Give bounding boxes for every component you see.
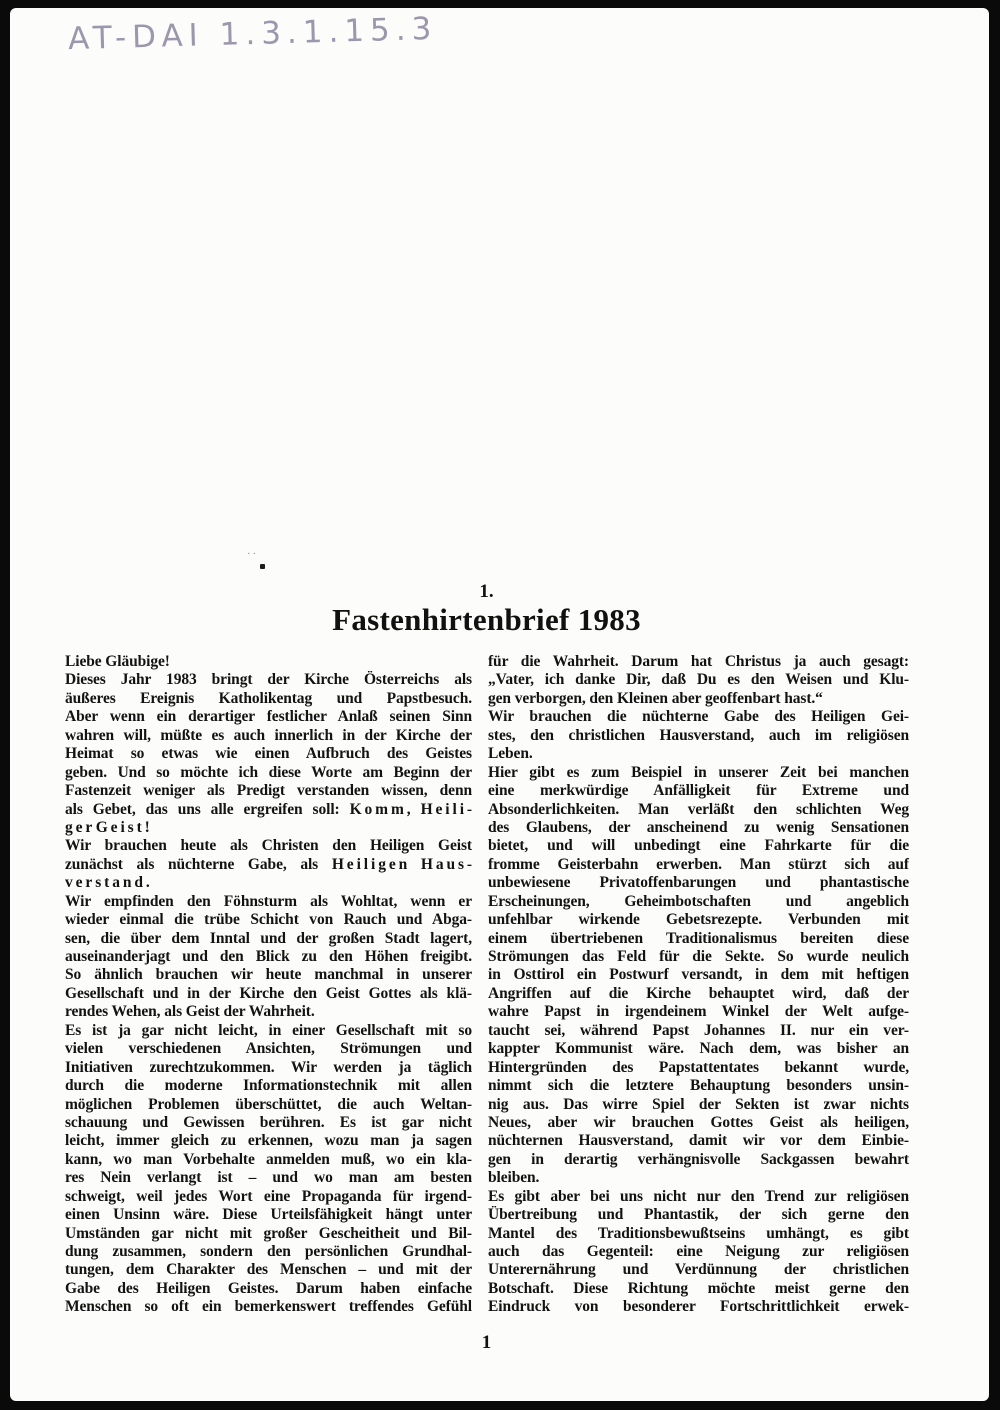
text-line: vielen verschiedenen Ansichten, Strömungen und [65,1040,472,1058]
text-line: Übertreibung und Phantastik, der sich gerne den [488,1206,909,1224]
text-line: wieder einmal die trübe Schicht von Rauch und Abga- [65,911,472,929]
text-line: dung zusammen, sondern den persönlichen Grundhal- [65,1243,472,1260]
text-line: Angriffen auf die Kirche behauptet wird, daß der [488,984,909,1002]
handwritten-reference: AT-DAI 1.3.1.15.3 [67,10,438,58]
text-line: wahren will, müßte es auch innerlich in der Kirche der [65,726,472,744]
text-line: einen Unsinn wäre. Diese Urteilsfähigkeit hängt unter [65,1206,472,1224]
text-line: nimmt sich die letztere Behauptung besonders unsin- [488,1077,909,1095]
text-line: Unterernährung und Verdünnung der christlichen [488,1261,909,1279]
text-line: des Glaubens, der anscheinend zu wenig Sensationen [488,818,909,836]
text-line: Absonderlichkeiten. Man verläßt den schlichten Weg [488,800,909,818]
scanned-page [10,8,989,1401]
text-line: leicht, immer gleich zu erkennen, wozu man ja sagen [65,1132,472,1150]
text-line: Erscheinungen, Geheimbotschaften und angeblich [488,892,909,910]
text-line: Gesellschaft und in der Kirche den Geist Gottes als klä- [65,984,472,1002]
text-line: Botschaft. Diese Richtung möchte meist gerne den [488,1279,909,1297]
chapter-number: 1. [479,581,494,602]
text-line: bietet, und will unbedingt eine Fahrkarte für die [488,837,909,855]
text-line: gen verborgen, den Kleinen aber geoffenbart hast.“ [488,689,823,707]
text-line: auseinanderjagt und den Blick zu den Höhen freigibt. [65,948,472,965]
text-line: Fastenzeit weniger als Predigt verstanden wissen, denn [65,782,472,800]
text-line: möglichen Problemen überschüttet, die auch Weltan- [65,1095,472,1113]
text-line: Leben. [488,745,533,763]
left-column [65,653,472,1317]
text-line: in Osttirol ein Postwurf versandt, in dem mit heftigen [488,966,909,984]
text-line: Hier gibt es zum Beispiel in unserer Zeit bei manchen [488,763,909,781]
text-line: nig aus. Das wirre Spiel der Sekten ist zwar nichts [488,1095,909,1113]
text-line: Umständen gar nicht mit großer Gescheitheit und Bil- [65,1224,472,1242]
text-line: schweigt, weil jedes Wort eine Propaganda für irgend- [65,1187,472,1205]
text-line: Wir brauchen heute als Christen den Heiligen Geist [65,837,472,855]
text-line: Liebe Gläubige! [65,653,170,670]
text-line: kappter Kommunist wäre. Nach dem, was bisher an [488,1040,909,1058]
text-line: Mantel des Traditionsbewußtseins umhängt, es gibt [488,1224,909,1242]
text-line: Initiativen zurechtzukommen. Wir werden ja täglich [65,1058,472,1076]
text-line: v e r s t a n d . [65,874,150,892]
text-line: Neues, aber wir brauchen Gottes Geist als heiligen, [488,1113,909,1131]
text-line: durch die moderne Informationstechnik mit allen [65,1077,472,1095]
text-line: schauung und Gewissen berühren. Es ist gar nicht [65,1113,472,1131]
text-line: Aber wenn ein derartiger festlicher Anlaß seinen Sinn [65,708,472,726]
document-heading [65,581,908,637]
text-line: Dieses Jahr 1983 bringt der Kirche Österreichs als [65,671,472,689]
text-line: einem übertriebenen Traditionalismus bereiten diese [488,929,909,947]
text-line: fromme Geisterbahn erwerben. Man stürzt sich auf [488,855,909,873]
text-line: Menschen so oft ein bemerkenswert treffendes Gefühl [65,1298,472,1316]
text-line: zunächst als nüchterne Gabe, als H e i l i g e n H a u s - [65,855,472,873]
ink-speck: ·· [247,548,259,560]
text-line: res Nein verlangt ist – und wo man am besten [65,1169,472,1187]
text-line: „Vater, ich danke Dir, daß Du es den Weisen und Klu- [488,671,909,689]
text-line: stes, den christlichen Hausverstand, auch im religiösen [488,726,909,744]
text-line: Heimat so etwas wie einen Aufbruch des Geistes [65,745,472,763]
text-line: Es ist ja gar nicht leicht, in einer Gesellschaft mit so [65,1021,472,1039]
text-line: g e r G e i s t ! [65,818,150,836]
text-line: nüchternen Hausverstand, damit wir vor dem Einbie- [488,1132,909,1150]
right-column [488,653,909,1317]
text-line: eine merkwürdige Anfälligkeit für Extreme und [488,782,909,800]
text-line: geben. Und so möchte ich diese Worte am Beginn der [65,763,472,781]
text-line: So ähnlich brauchen wir heute manchmal in unserer [65,966,472,984]
text-columns [65,653,909,1317]
page-title: Fastenhirtenbrief 1983 [332,602,641,637]
text-line: gen in derartig verhängnisvolle Sackgassen bewahrt [488,1150,909,1168]
text-line: Gabe des Heiligen Geistes. Darum haben einfache [65,1279,472,1297]
text-line: auch das Gegenteil: eine Neigung zur religiösen [488,1243,909,1260]
text-line: für die Wahrheit. Darum hat Christus ja auch gesagt: [488,653,909,670]
text-line: Wir empfinden den Föhnsturm als Wohltat, wenn er [65,892,472,910]
text-line: wahre Papst in irgendeinem Winkel der Welt aufge- [488,1003,909,1021]
text-line: äußeres Ereignis Katholikentag und Papstbesuch. [65,689,472,707]
text-line: unfehlbar wirkende Gebetsrezepte. Verbunden mit [488,911,909,929]
text-line: Wir brauchen die nüchterne Gabe des Heiligen Gei- [488,708,909,726]
text-line: taucht sei, während Papst Johannes II. nur ein ver- [488,1021,909,1039]
text-line: tungen, dem Charakter des Menschen – und mit der [65,1261,472,1279]
text-line: als Gebet, das uns alle ergreifen soll: K o m m , H e i l i - [65,800,472,818]
text-line: unbewiesene Privatoffenbarungen und phantastische [488,874,909,892]
text-line: Eindruck von besonderer Fortschrittlichkeit erwek- [488,1298,909,1316]
text-line: bleiben. [488,1169,540,1187]
text-line: sen, die über dem Inntal und der großen Stadt lagert, [65,929,472,947]
text-line: rendes Wehen, als Geist der Wahrheit. [65,1003,315,1021]
text-line: Strömungen das Feld für die Sekte. So wurde neulich [488,948,909,965]
text-line: Es gibt aber bei uns nicht nur den Trend zur religiösen [488,1187,909,1205]
ink-speck [260,564,265,569]
text-line: Hintergründen des Papstattentates bekannt wurde, [488,1058,909,1076]
page-number: 1 [481,1332,492,1353]
text-line: kann, wo man Vorbehalte anmelden muß, wo ein kla- [65,1150,472,1168]
